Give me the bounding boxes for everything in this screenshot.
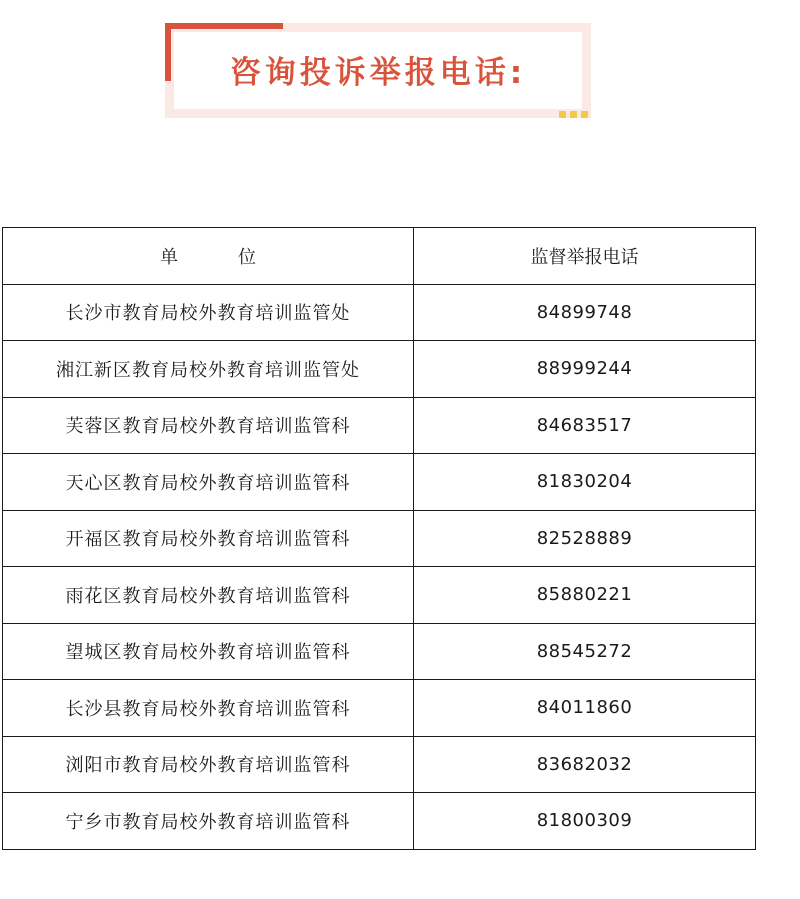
table-row	[3, 680, 756, 737]
table-row	[3, 510, 756, 567]
phone-cell: 88545272	[414, 623, 756, 680]
table-row	[3, 567, 756, 624]
phone-cell: 81800309	[414, 793, 756, 850]
heading-banner	[165, 23, 591, 118]
table-row	[3, 454, 756, 511]
table-row	[3, 284, 756, 341]
column-header-phone: 监督举报电话	[414, 228, 756, 285]
phone-cell: 88999244	[414, 341, 756, 398]
banner-dot	[581, 111, 588, 118]
phone-cell: 81830204	[414, 454, 756, 511]
contact-table	[2, 227, 756, 850]
banner-corner-accent-top	[165, 23, 283, 29]
unit-cell: 雨花区教育局校外教育培训监管科	[3, 567, 414, 624]
unit-cell: 长沙市教育局校外教育培训监管处	[3, 284, 414, 341]
unit-cell: 天心区教育局校外教育培训监管科	[3, 454, 414, 511]
phone-cell: 84683517	[414, 397, 756, 454]
table-header-row	[3, 228, 756, 285]
table-row	[3, 623, 756, 680]
unit-cell: 望城区教育局校外教育培训监管科	[3, 623, 414, 680]
page-title: 咨询投诉举报电话:	[229, 55, 527, 91]
phone-cell: 84011860	[414, 680, 756, 737]
phone-cell: 85880221	[414, 567, 756, 624]
table-row	[3, 397, 756, 454]
table-row	[3, 341, 756, 398]
banner-dot	[570, 111, 577, 118]
table-row	[3, 793, 756, 850]
unit-cell: 芙蓉区教育局校外教育培训监管科	[3, 397, 414, 454]
phone-cell: 83682032	[414, 736, 756, 793]
banner-dot	[559, 111, 566, 118]
phone-cell: 84899748	[414, 284, 756, 341]
banner-dots-decoration	[559, 111, 588, 118]
phone-cell: 82528889	[414, 510, 756, 567]
unit-cell: 开福区教育局校外教育培训监管科	[3, 510, 414, 567]
column-header-unit: 单位	[3, 228, 414, 285]
unit-cell: 浏阳市教育局校外教育培训监管科	[3, 736, 414, 793]
unit-cell: 长沙县教育局校外教育培训监管科	[3, 680, 414, 737]
unit-cell: 宁乡市教育局校外教育培训监管科	[3, 793, 414, 850]
table-row	[3, 736, 756, 793]
unit-cell: 湘江新区教育局校外教育培训监管处	[3, 341, 414, 398]
